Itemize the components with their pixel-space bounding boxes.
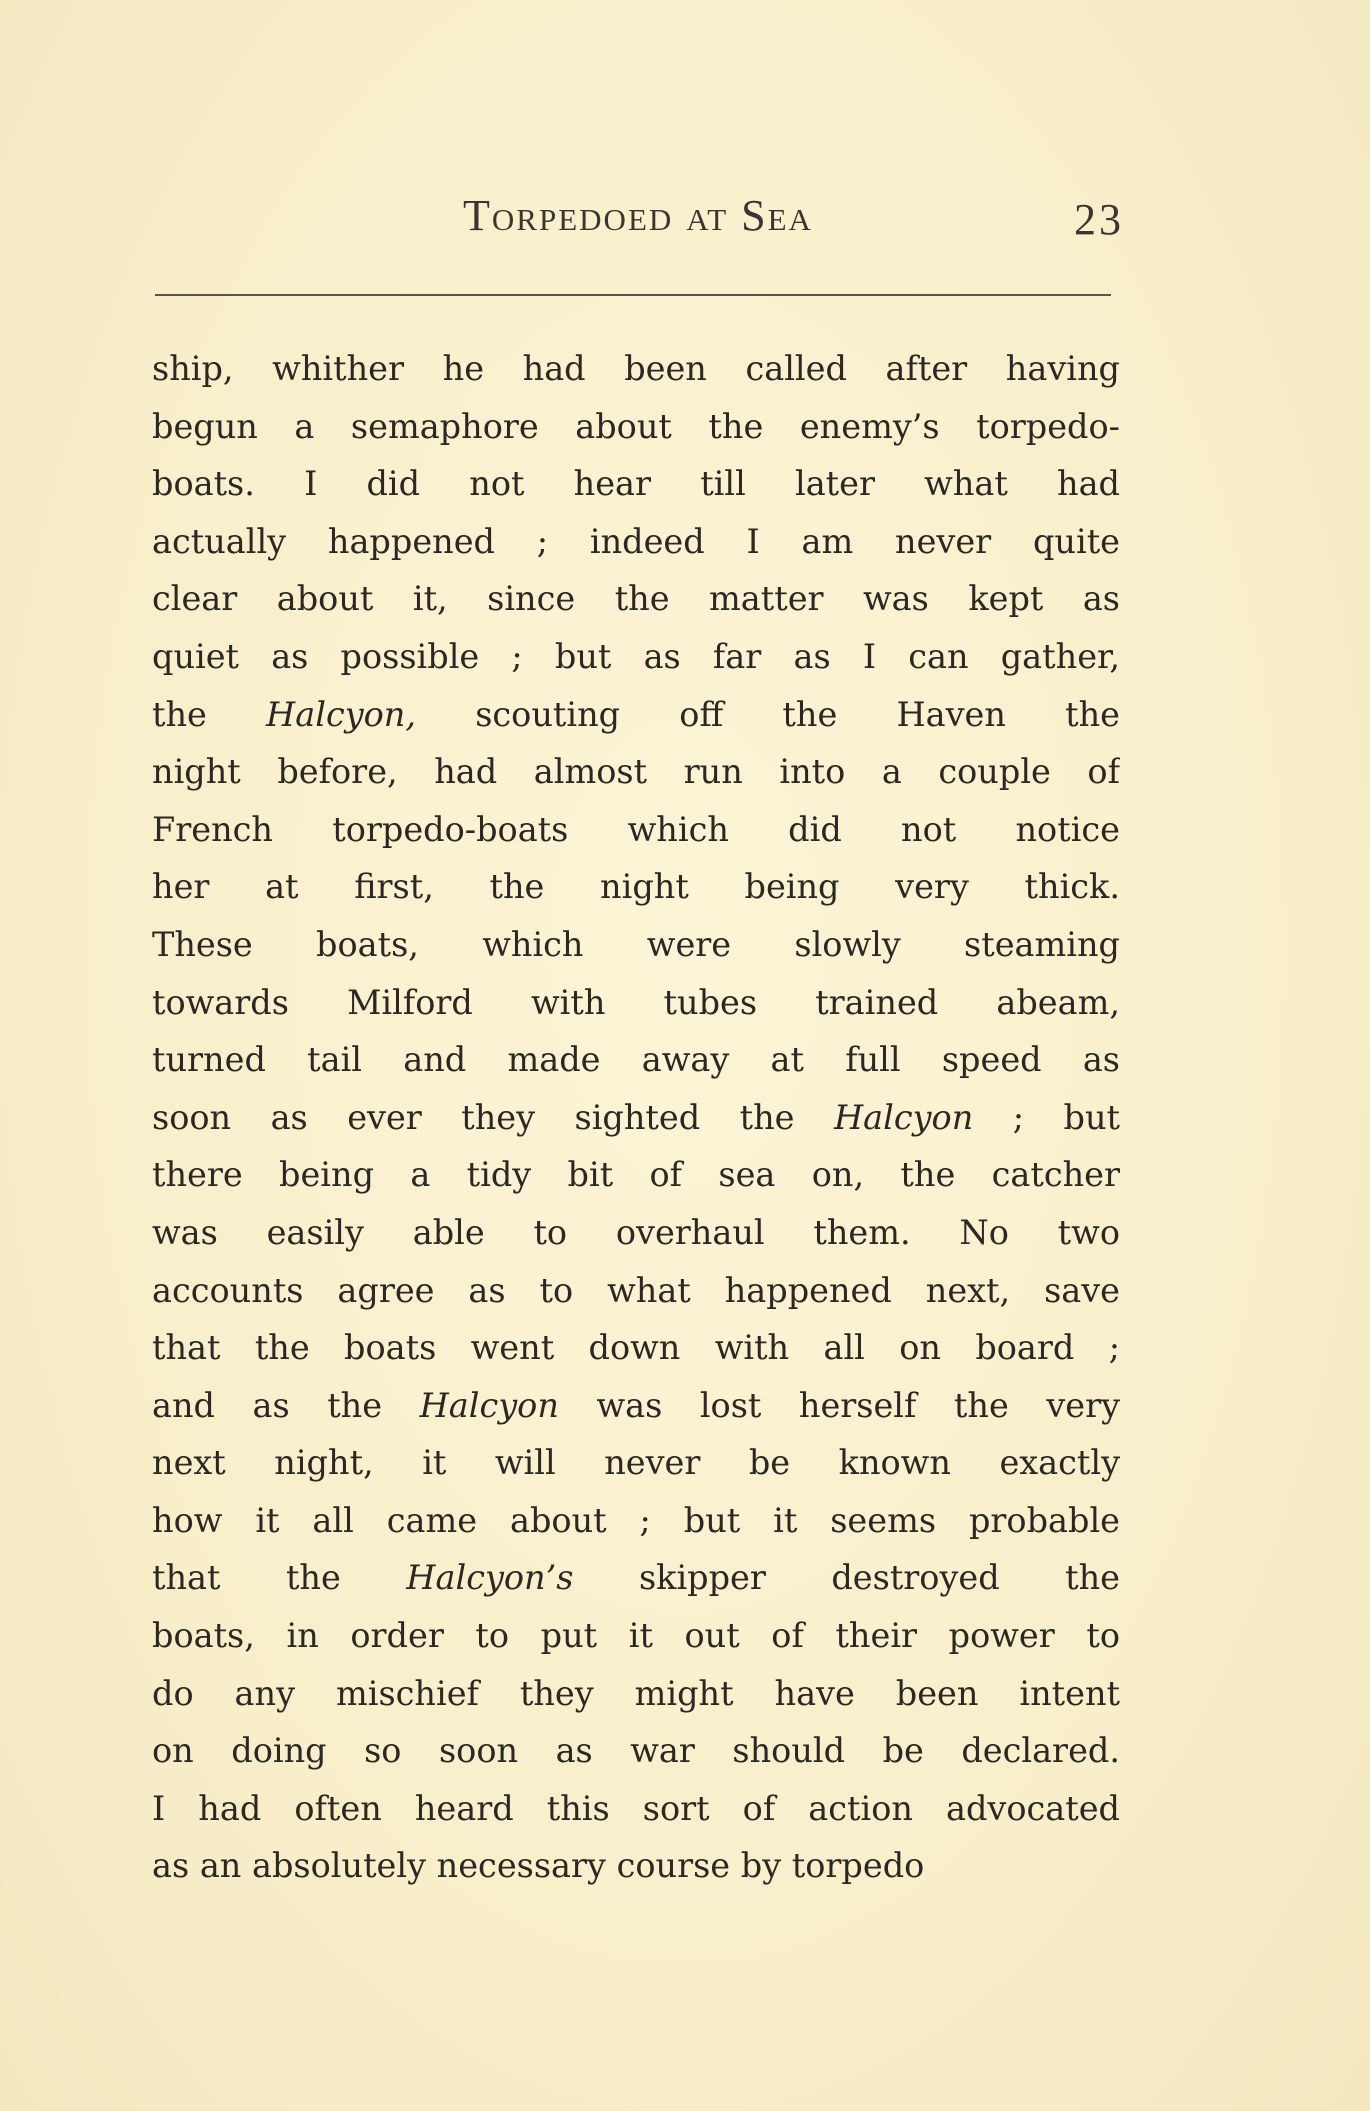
text-run: was easily able to overhaul them. No two [152,1212,1120,1252]
text-line [152,1146,1120,1204]
text-run: was lost herself the very [558,1385,1120,1425]
text-run: soon as ever they sighted the [152,1097,834,1137]
text-run: how it all came about ; but it seems probable [152,1500,1120,1540]
text-line [152,743,1120,801]
text-line [152,1837,1120,1895]
text-line [152,455,1120,513]
italic-ship-name: Halcyon [833,1097,974,1137]
italic-ship-name: Halcyon’s [406,1558,574,1598]
text-line [152,1722,1120,1780]
text-run: there being a tidy bit of sea on, the catcher [152,1155,1120,1195]
text-line [152,858,1120,916]
text-run: skipper destroyed the [573,1558,1120,1598]
text-run: I had often heard this sort of action advocated [152,1788,1120,1828]
text-run: clear about it, since the matter was kept as [152,579,1120,619]
body-text [152,340,1120,1895]
text-run: next night, it will never be known exactly [152,1443,1120,1483]
text-line [152,801,1120,859]
text-run: French torpedo-boats which did not notice [152,809,1120,849]
text-line [152,1377,1120,1435]
text-run: night before, had almost run into a couple of [152,752,1120,792]
text-run: quiet as possible ; but as far as I can gather, [152,636,1120,676]
italic-ship-name: Halcyon [419,1385,559,1425]
text-run: towards Milford with tubes trained abeam, [152,982,1120,1022]
text-line [152,916,1120,974]
text-line [152,1780,1120,1838]
text-run: that the boats went down with all on board ; [152,1328,1120,1368]
text-run: boats. I did not hear till later what had [152,464,1120,504]
text-line [152,570,1120,628]
text-line [152,513,1120,571]
text-run: actually happened ; indeed I am never quite [152,521,1120,561]
text-run: her at first, the night being very thick. [152,867,1120,907]
text-run: These boats, which were slowly steaming [152,924,1120,964]
italic-ship-name: Halcyon, [266,694,417,734]
text-line [152,1204,1120,1262]
text-run: ship, whither he had been called after having [152,349,1120,388]
text-line [152,1262,1120,1320]
text-run: on doing so soon as war should be declared. [152,1731,1120,1771]
text-run: that the [152,1558,407,1598]
text-line [152,1089,1120,1147]
text-run: accounts agree as to what happened next, save [152,1270,1120,1310]
text-run: the [152,694,267,734]
text-line [152,340,1120,398]
text-line [152,974,1120,1032]
page-number: 23 [1074,195,1124,244]
running-title: Torpedoed at Sea [463,191,813,240]
text-line [152,1607,1120,1665]
text-line [152,1492,1120,1550]
text-run: do any mischief they might have been intent [152,1673,1120,1713]
text-run: begun a semaphore about the enemy’s torpedo- [152,406,1120,446]
text-run: and as the [152,1385,420,1425]
text-line [152,686,1120,744]
text-line [152,1549,1120,1607]
text-line [152,1031,1120,1089]
text-run: ; but [973,1097,1120,1137]
running-head [152,190,1124,250]
text-line [152,628,1120,686]
text-line [152,1665,1120,1723]
text-line [152,398,1120,456]
text-line [152,1319,1120,1377]
text-run: boats, in order to put it out of their power to [152,1616,1120,1656]
text-run: scouting off the Haven the [416,694,1120,734]
header-rule [155,294,1111,296]
text-line [152,1434,1120,1492]
text-run: as an absolutely necessary course by torpedo [152,1846,925,1886]
text-run: turned tail and made away at full speed as [152,1040,1120,1080]
